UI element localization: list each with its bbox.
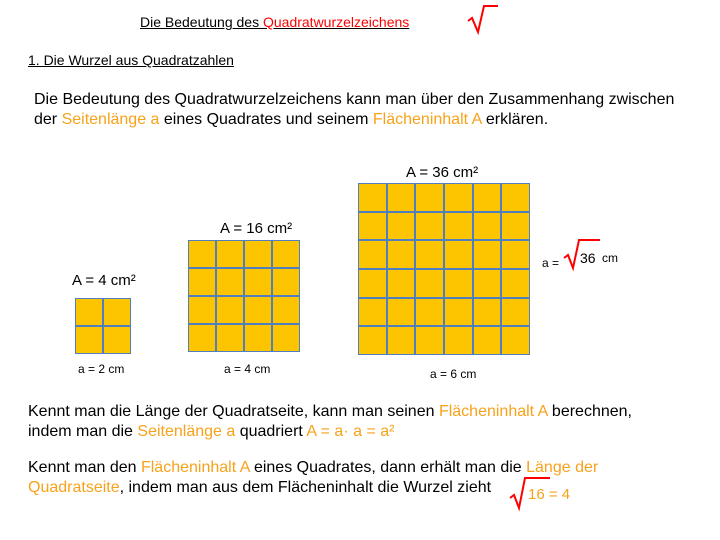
area-label-medium: A = 16 cm² (220, 220, 293, 237)
grid-cell (244, 240, 272, 268)
grid-cell (415, 212, 444, 241)
para2-line-1: Kennt man die Länge der Quadratseite, kann man seinen Flächeninhalt A berechnen, (28, 403, 632, 420)
grid-cell (103, 326, 131, 354)
grid-cell (501, 298, 530, 327)
grid-cell (473, 212, 502, 241)
example-result-value: = 4 (544, 486, 571, 503)
grid-cell (188, 268, 216, 296)
grid-cell (387, 240, 416, 269)
grid-cell (103, 298, 131, 326)
grid-cell (444, 298, 473, 327)
formula-area: A = a· a = a² (306, 423, 395, 440)
grid-cell (75, 298, 103, 326)
grid-cell (358, 183, 387, 212)
grid-cell (444, 269, 473, 298)
side-label-medium: a = 4 cm (224, 362, 271, 376)
example-radicand: 16 (528, 486, 545, 503)
square-2x2 (75, 298, 131, 354)
grid-cell (244, 296, 272, 324)
grid-cell (216, 268, 244, 296)
side-label-small: a = 2 cm (78, 362, 125, 376)
grid-cell (188, 240, 216, 268)
grid-cell (501, 269, 530, 298)
grid-cell (415, 240, 444, 269)
grid-cell (387, 183, 416, 212)
grid-cell (473, 298, 502, 327)
para3-line-1: Kennt man den Flächeninhalt A eines Quadrates, dann erhält man die Länge der (28, 459, 599, 476)
side-label-large: a = 6 cm (430, 367, 477, 381)
grid-cell (387, 269, 416, 298)
grid-cell (188, 296, 216, 324)
grid-cell (75, 326, 103, 354)
intro-line-2: der Seitenlänge a eines Quadrates und seinem Flächeninhalt A erklären. (34, 111, 549, 128)
section-title: 1. Die Wurzel aus Quadratzahlen (28, 52, 234, 68)
grid-cell (358, 298, 387, 327)
grid-cell (358, 326, 387, 355)
root-radicand: 36 (580, 250, 596, 266)
grid-cell (444, 183, 473, 212)
highlight-side-length: Seitenlänge a (61, 111, 160, 128)
grid-cell (501, 212, 530, 241)
grid-cell (244, 324, 272, 352)
grid-cell (244, 268, 272, 296)
sqrt-icon (466, 4, 500, 34)
grid-cell (272, 324, 300, 352)
title-highlight: Quadratwurzelzeichens (262, 14, 410, 30)
grid-cell (501, 240, 530, 269)
para3-line-2: Quadratseite, indem man aus dem Flächeninhalt die Wurzel zieht (28, 479, 492, 496)
grid-cell (415, 326, 444, 355)
grid-cell (358, 269, 387, 298)
grid-cell (272, 240, 300, 268)
grid-cell (387, 298, 416, 327)
grid-cell (415, 183, 444, 212)
example-result (528, 486, 570, 503)
grid-cell (415, 298, 444, 327)
grid-cell (501, 183, 530, 212)
title-prefix: Die Bedeutung des (140, 14, 263, 30)
grid-cell (358, 240, 387, 269)
root-prefix: a = (542, 256, 560, 270)
area-label-small: A = 4 cm² (72, 272, 136, 289)
grid-cell (473, 269, 502, 298)
grid-cell (415, 269, 444, 298)
grid-cell (272, 268, 300, 296)
para2-line-2: indem man die Seitenlänge a quadriert A = a· a = a² (28, 423, 395, 440)
grid-cell (501, 326, 530, 355)
grid-cell (473, 183, 502, 212)
grid-cell (387, 212, 416, 241)
page-title (140, 14, 409, 30)
intro-line-1: Die Bedeutung des Quadratwurzelzeichens kann man über den Zusammenhang zwischen (34, 91, 675, 108)
square-6x6 (358, 183, 530, 355)
grid-cell (272, 296, 300, 324)
grid-cell (358, 212, 387, 241)
grid-cell (188, 324, 216, 352)
grid-cell (216, 324, 244, 352)
grid-cell (444, 212, 473, 241)
highlight-area: Flächeninhalt A (372, 111, 482, 128)
grid-cell (216, 296, 244, 324)
grid-cell (387, 326, 416, 355)
grid-cell (444, 240, 473, 269)
area-label-large: A = 36 cm² (406, 164, 479, 181)
grid-cell (473, 326, 502, 355)
grid-cell (444, 326, 473, 355)
square-4x4 (188, 240, 300, 352)
grid-cell (216, 240, 244, 268)
root-unit: cm (602, 251, 618, 265)
grid-cell (473, 240, 502, 269)
